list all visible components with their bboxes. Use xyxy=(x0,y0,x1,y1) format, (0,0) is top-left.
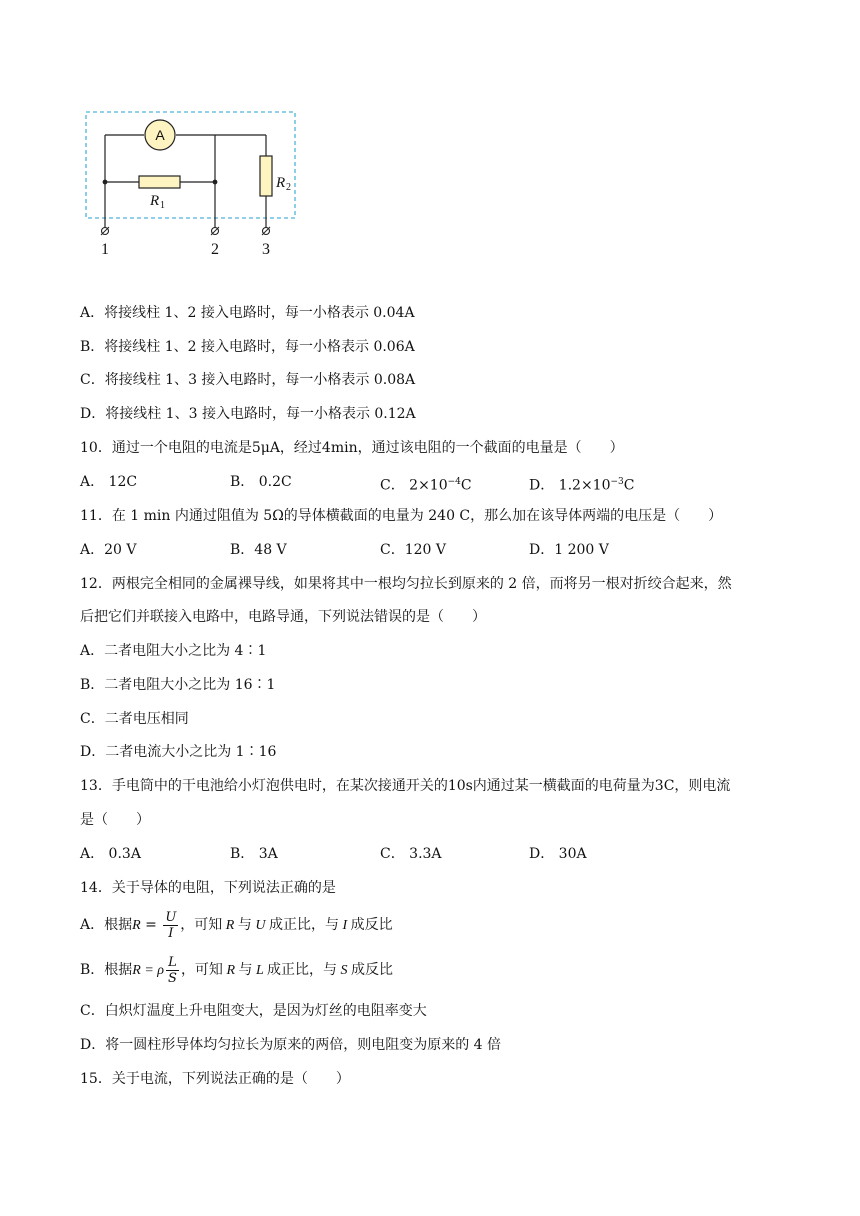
q11-stem: 11．在 1 min 内通过阻值为 5Ω的导体横截面的电量为 240 C，那么加在该导体两端的电压是（ ） xyxy=(80,508,723,524)
q12-option-c: C．二者电压相同 xyxy=(80,711,189,727)
q14-option-b-equals-rho: = ρ xyxy=(140,963,165,978)
terminal-2-label: 2 xyxy=(211,241,219,258)
q10-option-d-unit: C xyxy=(623,477,635,494)
q14-option-b-var-r: R xyxy=(222,963,239,978)
q11-option-b: B．48 V xyxy=(230,542,287,558)
q14-option-a-var-r: R xyxy=(222,918,238,933)
q13-option-b: B． 3A xyxy=(230,846,278,862)
r1-subscript: 1 xyxy=(160,200,165,211)
q14-option-b-var-s: S xyxy=(337,963,352,978)
q10-option-c-exponent: −4 xyxy=(447,477,461,487)
q14-option-b-text: 成正比，与 xyxy=(267,962,338,978)
q14-option-a-text: 成正比，与 xyxy=(268,917,339,933)
q12-option-d: D．二者电流大小之比为 1∶16 xyxy=(80,744,277,760)
q14-option-b-text: ，可知 xyxy=(180,962,223,978)
q13-options xyxy=(80,844,780,864)
q14-option-b-lhs: R xyxy=(132,963,141,978)
q11-option-d: D．1 200 V xyxy=(529,542,609,558)
q13-option-d: D． 30A xyxy=(529,846,587,862)
q9-option-d: D．将接线柱 1、3 接入电路时，每一小格表示 0.12A xyxy=(80,406,416,422)
q14-option-a-fraction xyxy=(163,910,178,941)
q11-option-a: A．20 V xyxy=(80,542,137,558)
q14-option-b xyxy=(80,953,393,988)
q13-stem-line1: 13．手电筒中的干电池给小灯泡供电时，在某次接通开关的10s内通过某一横截面的电荷量为3C，则电流 xyxy=(80,778,731,794)
q14-option-b-text: 成反比 xyxy=(351,962,394,978)
circuit-diagram xyxy=(82,108,302,258)
r2-label: R xyxy=(276,175,286,191)
q12-option-a: A．二者电阻大小之比为 4∶1 xyxy=(80,643,267,659)
q14-option-b-fraction xyxy=(166,955,179,986)
q10-options xyxy=(80,472,780,492)
resistor-r1-icon xyxy=(139,176,180,188)
q10-option-c-base: C． 2×10 xyxy=(380,477,448,494)
q14-option-a-text: 成反比 xyxy=(350,917,393,933)
r2-subscript: 2 xyxy=(286,182,291,193)
q14-option-c: C．白炽灯温度上升电阻变大，是因为灯丝的电阻率变大 xyxy=(80,1003,427,1019)
q10-option-c-unit: C xyxy=(460,477,472,494)
q9-option-a: A．将接线柱 1、2 接入电路时，每一小格表示 0.04A xyxy=(80,305,415,321)
fraction-denominator: S xyxy=(168,970,177,986)
terminal-1-label: 1 xyxy=(101,241,109,258)
fraction-numerator: L xyxy=(166,955,179,971)
q12-stem-line2: 后把它们并联接入电路中，电路导通，下列说法错误的是（ ） xyxy=(80,609,486,625)
q10-option-b: B． 0.2C xyxy=(230,474,292,490)
terminal-3-label: 3 xyxy=(262,241,270,258)
q14-option-a-text: ，可知 xyxy=(180,917,223,933)
q12-stem-line1: 12．两根完全相同的金属裸导线，如果将其中一根均匀拉长到原来的 2 倍，而将另一根对折绞合起来，然 xyxy=(80,576,732,592)
r1-label: R xyxy=(150,193,160,209)
q11-option-c: C．120 V xyxy=(380,542,446,558)
q13-option-a: A． 0.3A xyxy=(80,846,141,862)
q13-stem-line2: 是（ ） xyxy=(80,812,150,828)
q10-option-c xyxy=(380,472,472,496)
q9-option-c: C．将接线柱 1、3 接入电路时，每一小格表示 0.08A xyxy=(80,372,416,388)
q10-option-d-exponent: −3 xyxy=(610,477,624,487)
q11-options xyxy=(80,540,780,560)
q14-option-a-text: 与 xyxy=(237,917,252,933)
q14-option-a xyxy=(80,908,393,943)
q15-stem: 15．关于电流，下列说法正确的是（ ） xyxy=(80,1071,350,1087)
q10-option-d xyxy=(529,472,634,496)
fraction-denominator: I xyxy=(168,925,174,941)
q14-option-a-lhs: R xyxy=(132,918,141,933)
ammeter-label: A xyxy=(155,127,165,143)
fraction-numerator: U xyxy=(165,909,177,925)
q14-option-b-text: 与 xyxy=(238,962,253,978)
q10-option-d-base: D． 1.2×10 xyxy=(529,477,611,494)
q14-option-a-prefix: A．根据 xyxy=(80,917,133,933)
junction-dot xyxy=(213,180,218,185)
q14-option-b-var-l: L xyxy=(252,963,268,978)
q14-option-d: D．将一圆柱形导体均匀拉长为原来的两倍，则电阻变为原来的 4 倍 xyxy=(80,1037,502,1053)
q12-option-b: B．二者电阻大小之比为 16∶1 xyxy=(80,677,276,693)
q14-option-a-var-i: I xyxy=(338,918,351,933)
q14-option-a-var-u: U xyxy=(251,918,269,933)
q9-option-b: B．将接线柱 1、2 接入电路时，每一小格表示 0.06A xyxy=(80,339,415,355)
resistor-r2-icon xyxy=(260,156,272,196)
q13-option-c: C． 3.3A xyxy=(380,846,442,862)
q10-option-a: A． 12C xyxy=(80,474,138,490)
q10-stem: 10．通过一个电阻的电流是5μA，经过4min，通过该电阻的一个截面的电量是（ ） xyxy=(80,440,624,456)
q14-stem: 14．关于导体的电阻，下列说法正确的是 xyxy=(80,880,336,896)
junction-dot xyxy=(103,180,108,185)
q14-option-b-prefix: B．根据 xyxy=(80,962,133,978)
q14-option-a-equals: = xyxy=(140,917,162,933)
